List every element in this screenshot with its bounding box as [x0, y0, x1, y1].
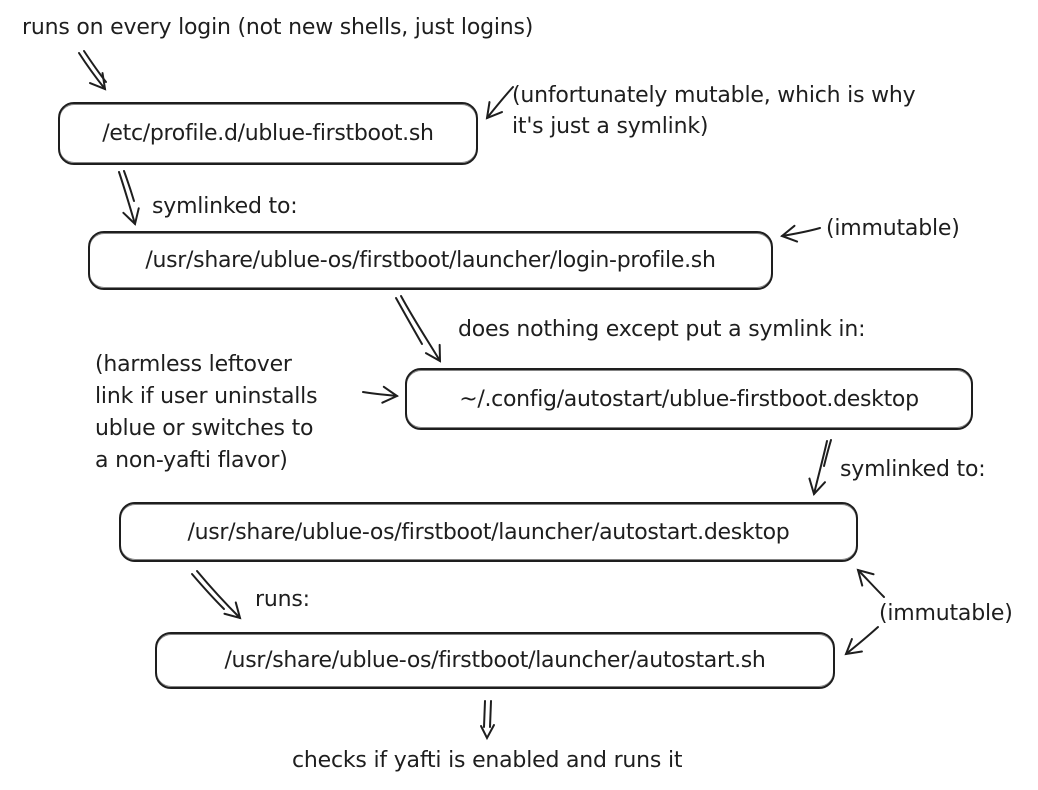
note-leftover-line1: (harmless leftover [95, 352, 292, 377]
arrow-autostart-script-to-yafti-note [481, 701, 494, 738]
node-autostart-symlink [405, 368, 973, 430]
node-profile-script [58, 102, 478, 165]
arrow-immutable-note-to-login-profile [782, 228, 820, 236]
note-mutable [512, 80, 916, 142]
note-yafti-check: checks if yafti is enabled and runs it [292, 748, 683, 773]
note-leftover-line2: link if user uninstalls [95, 384, 318, 409]
node-autostart-script [155, 632, 835, 689]
note-leftover-line4: a non-yafti flavor) [95, 448, 288, 473]
node-profile-script-path: /etc/profile.d/ublue-firstboot.sh [102, 121, 434, 146]
node-login-profile [88, 231, 773, 290]
note-mutable-line1: (unfortunately mutable, which is why [512, 83, 916, 108]
node-login-profile-path: /usr/share/ublue-os/firstboot/launcher/login-profile.sh [145, 248, 716, 273]
arrow-immutable-note-to-autostart-script [846, 627, 878, 654]
note-puts-symlink: does nothing except put a symlink in: [458, 317, 866, 342]
arrow-immutable-note-to-autostart-desktop [858, 570, 884, 597]
arrow-mutable-note-to-profile-script [487, 87, 513, 118]
arrow-login-profile-to-autostart-symlink [396, 296, 440, 361]
note-login-trigger: runs on every login (not new shells, just logins) [22, 15, 534, 40]
arrow-leftover-note-to-autostart-symlink [363, 392, 397, 396]
note-mutable-line2: it's just a symlink) [512, 114, 709, 139]
arrow-autostart-symlink-to-autostart-desktop [814, 440, 831, 494]
note-immutable-second: (immutable) [879, 601, 1013, 626]
node-autostart-desktop-path: /usr/share/ublue-os/firstboot/launcher/autostart.desktop [187, 519, 790, 545]
note-leftover-line3: ublue or switches to [95, 416, 314, 441]
arrow-profile-script-to-login-profile [119, 171, 135, 224]
label-symlinked-to-second: symlinked to: [840, 457, 986, 482]
node-autostart-desktop [119, 502, 858, 562]
arrow-autostart-desktop-to-autostart-script [192, 571, 240, 618]
label-runs: runs: [255, 587, 310, 612]
note-immutable-first: (immutable) [826, 216, 960, 241]
node-autostart-symlink-path: ~/.config/autostart/ublue-firstboot.desktop [459, 386, 919, 412]
note-leftover [95, 349, 317, 477]
node-autostart-script-path: /usr/share/ublue-os/firstboot/launcher/autostart.sh [224, 648, 766, 673]
label-symlinked-to-first: symlinked to: [152, 194, 298, 219]
arrow-login-note-to-profile-script [79, 51, 106, 89]
